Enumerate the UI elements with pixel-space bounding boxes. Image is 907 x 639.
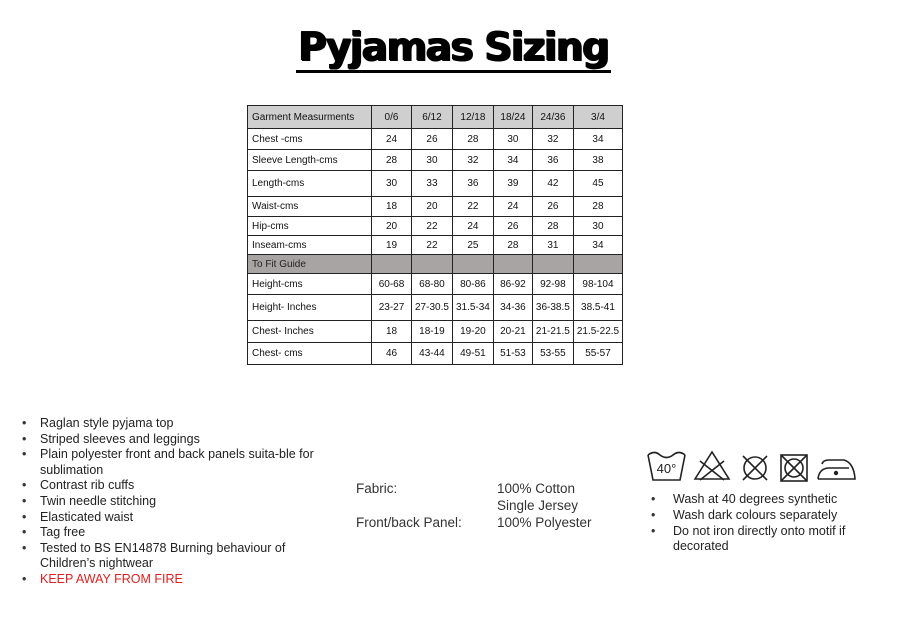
list-item: • Twin needle stitching bbox=[22, 494, 330, 510]
header-size: 24/36 bbox=[532, 106, 573, 129]
cell: 39 bbox=[493, 171, 532, 197]
cell: 20 bbox=[372, 217, 412, 236]
list-item: • Wash at 40 degrees synthetic bbox=[651, 492, 893, 508]
cell: 31 bbox=[532, 236, 573, 255]
table-row bbox=[248, 274, 623, 295]
cell: 31.5-34 bbox=[452, 295, 493, 321]
cell: 60-68 bbox=[372, 274, 412, 295]
cell: 22 bbox=[412, 217, 453, 236]
row-label: Chest -cms bbox=[248, 129, 372, 150]
cell: 22 bbox=[412, 236, 453, 255]
header-size: 3/4 bbox=[573, 106, 622, 129]
cell: 21-21.5 bbox=[532, 321, 573, 343]
fabric-value-secondary: Single Jersey bbox=[497, 498, 579, 513]
cell: 33 bbox=[412, 171, 453, 197]
cell: 28 bbox=[532, 217, 573, 236]
cell: 92-98 bbox=[532, 274, 573, 295]
cell: 34 bbox=[493, 150, 532, 171]
cell: 25 bbox=[452, 236, 493, 255]
panel-value: 100% Polyester bbox=[497, 515, 592, 530]
cell: 36-38.5 bbox=[532, 295, 573, 321]
table-row bbox=[248, 217, 623, 236]
list-item: • Contrast rib cuffs bbox=[22, 478, 330, 494]
no-bleach-icon bbox=[695, 452, 729, 480]
list-item: • Raglan style pyjama top bbox=[22, 416, 330, 432]
cell: 49-51 bbox=[452, 343, 493, 365]
fit-guide-label: To Fit Guide bbox=[248, 255, 372, 274]
table-row bbox=[248, 343, 623, 365]
cell: 28 bbox=[573, 197, 622, 217]
row-label: Sleeve Length-cms bbox=[248, 150, 372, 171]
cell: 24 bbox=[493, 197, 532, 217]
cell: 28 bbox=[372, 150, 412, 171]
cell: 34 bbox=[573, 129, 622, 150]
feature-list bbox=[22, 416, 330, 588]
care-symbols bbox=[646, 449, 861, 483]
row-label: Inseam-cms bbox=[248, 236, 372, 255]
cell: 19 bbox=[372, 236, 412, 255]
cell: 38.5-41 bbox=[573, 295, 622, 321]
table-row bbox=[248, 295, 623, 321]
table-row bbox=[248, 197, 623, 217]
care-instructions bbox=[651, 492, 893, 555]
cell: 22 bbox=[452, 197, 493, 217]
cell: 26 bbox=[532, 197, 573, 217]
cell: 18 bbox=[372, 197, 412, 217]
fit-guide-row bbox=[248, 255, 623, 274]
header-size: 6/12 bbox=[412, 106, 453, 129]
row-label: Waist-cms bbox=[248, 197, 372, 217]
cell: 45 bbox=[573, 171, 622, 197]
list-item: • Tested to BS EN14878 Burning behaviour of Children’s nightwear bbox=[22, 541, 330, 572]
table-row bbox=[248, 321, 623, 343]
cell: 28 bbox=[493, 236, 532, 255]
sizing-table bbox=[247, 105, 623, 365]
cell: 36 bbox=[532, 150, 573, 171]
header-size: 18/24 bbox=[493, 106, 532, 129]
cell: 26 bbox=[493, 217, 532, 236]
cell: 20-21 bbox=[493, 321, 532, 343]
cell: 21.5-22.5 bbox=[573, 321, 622, 343]
cell: 30 bbox=[372, 171, 412, 197]
table-row bbox=[248, 171, 623, 197]
cell: 34-36 bbox=[493, 295, 532, 321]
cell: 27-30.5 bbox=[412, 295, 453, 321]
table-header-row bbox=[248, 106, 623, 129]
row-label: Height- Inches bbox=[248, 295, 372, 321]
cell: 34 bbox=[573, 236, 622, 255]
row-label: Hip-cms bbox=[248, 217, 372, 236]
cell: 98-104 bbox=[573, 274, 622, 295]
cell: 36 bbox=[452, 171, 493, 197]
table-row bbox=[248, 236, 623, 255]
header-label: Garment Measurments bbox=[248, 106, 372, 129]
cell: 46 bbox=[372, 343, 412, 365]
cell: 18-19 bbox=[412, 321, 453, 343]
table-row bbox=[248, 129, 623, 150]
page-title: Pyjamas Sizing bbox=[0, 22, 907, 74]
cell: 30 bbox=[412, 150, 453, 171]
list-item: • Plain polyester front and back panels suita-ble for sublimation bbox=[22, 447, 330, 478]
row-label: Chest- Inches bbox=[248, 321, 372, 343]
cell: 20 bbox=[412, 197, 453, 217]
cell: 18 bbox=[372, 321, 412, 343]
cell: 26 bbox=[412, 129, 453, 150]
row-label: Length-cms bbox=[248, 171, 372, 197]
panel-label: Front/back Panel: bbox=[356, 515, 462, 530]
wash-40-icon bbox=[648, 453, 685, 481]
table-row bbox=[248, 150, 623, 171]
no-dry-clean-icon bbox=[781, 455, 807, 481]
cell: 55-57 bbox=[573, 343, 622, 365]
cell: 30 bbox=[573, 217, 622, 236]
wash-temp-label: 40° bbox=[656, 461, 677, 476]
list-item: • Elasticated waist bbox=[22, 510, 330, 526]
cell: 42 bbox=[532, 171, 573, 197]
cell: 53-55 bbox=[532, 343, 573, 365]
row-label: Chest- cms bbox=[248, 343, 372, 365]
cell: 43-44 bbox=[412, 343, 453, 365]
cell: 28 bbox=[452, 129, 493, 150]
cell: 68-80 bbox=[412, 274, 453, 295]
list-item: • Do not iron directly onto motif if decorated bbox=[651, 524, 893, 556]
header-size: 12/18 bbox=[452, 106, 493, 129]
fire-warning: • KEEP AWAY FROM FIRE bbox=[22, 572, 330, 588]
cell: 86-92 bbox=[493, 274, 532, 295]
fabric-label: Fabric: bbox=[356, 481, 398, 496]
cell: 24 bbox=[372, 129, 412, 150]
cell: 32 bbox=[452, 150, 493, 171]
cell: 32 bbox=[532, 129, 573, 150]
list-item: • Tag free bbox=[22, 525, 330, 541]
no-tumble-dry-icon bbox=[743, 456, 767, 480]
list-item: • Striped sleeves and leggings bbox=[22, 432, 330, 448]
cell: 38 bbox=[573, 150, 622, 171]
cell: 51-53 bbox=[493, 343, 532, 365]
fabric-value: 100% Cotton bbox=[497, 481, 576, 496]
row-label: Height-cms bbox=[248, 274, 372, 295]
header-size: 0/6 bbox=[372, 106, 412, 129]
cell: 23-27 bbox=[372, 295, 412, 321]
cell: 19-20 bbox=[452, 321, 493, 343]
cell: 24 bbox=[452, 217, 493, 236]
list-item: • Wash dark colours separately bbox=[651, 508, 893, 524]
iron-icon bbox=[818, 460, 855, 479]
cell: 80-86 bbox=[452, 274, 493, 295]
cell: 30 bbox=[493, 129, 532, 150]
